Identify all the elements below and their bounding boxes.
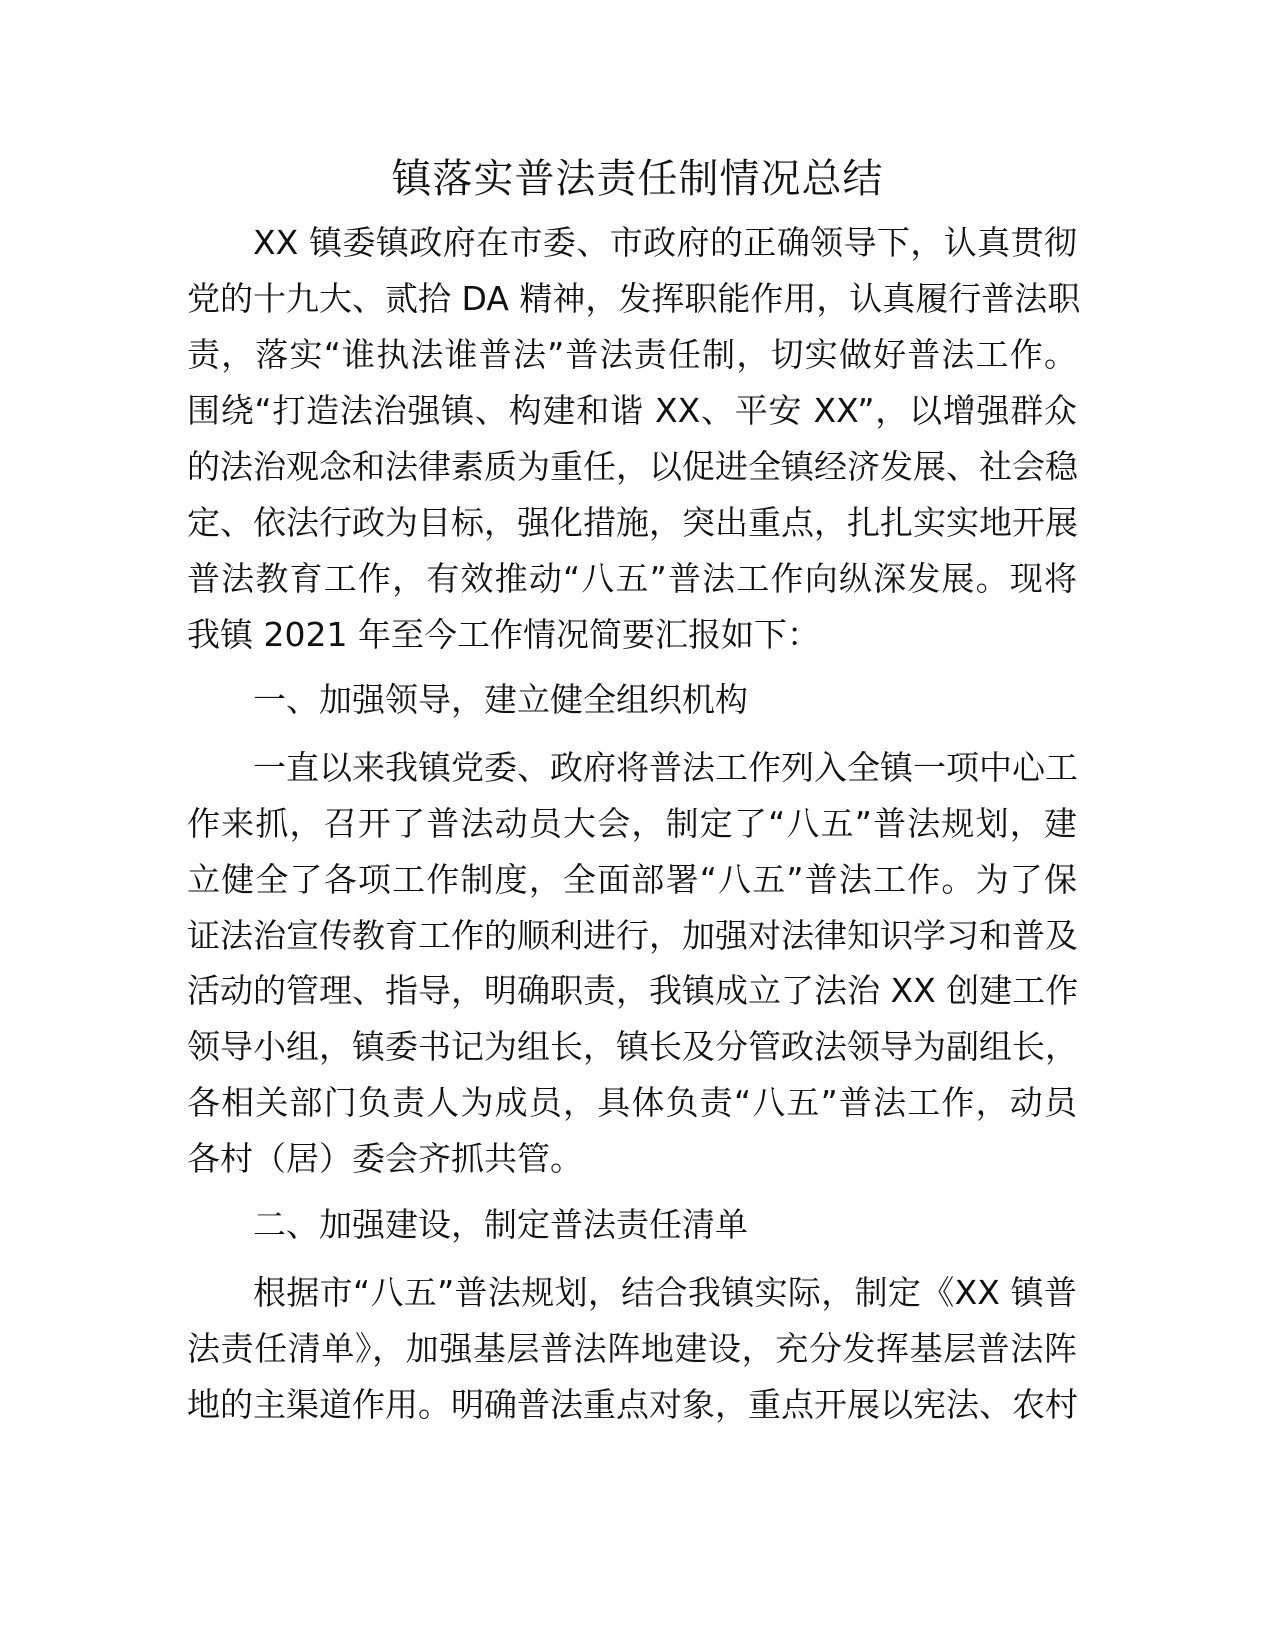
paragraph-line: 党的十九大、贰拾 DA 精神，发挥职能作用，认真履行普法职 [187, 279, 1081, 318]
paragraph-line: 围绕“打造法治强镇、构建和谐 XX、平安 XX”，以增强群众 [187, 391, 1077, 430]
paragraph-line: 证法治宣传教育工作的顺利进行，加强对法律知识学习和普及 [187, 916, 1078, 955]
paragraph-line: 立健全了各项工作制度，全面部署“八五”普法工作。为了保 [187, 860, 1077, 899]
document-title: 镇落实普法责任制情况总结 [391, 156, 884, 202]
paragraph-line: 地的主渠道作用。明确普法重点对象，重点开展以宪法、农村 [187, 1385, 1078, 1424]
section-heading: 二、加强建设，制定普法责任清单 [253, 1205, 748, 1244]
paragraph-line: 责，落实“谁执法谁普法”普法责任制，切实做好普法工作。 [187, 335, 1077, 374]
paragraph-line: 各村（居）委会齐抓共管。 [187, 1139, 583, 1178]
paragraph-line: 的法治观念和法律素质为重任，以促进全镇经济发展、社会稳 [187, 447, 1078, 486]
paragraph-line: 一直以来我镇党委、政府将普法工作列入全镇一项中心工 [253, 748, 1078, 787]
section-heading: 一、加强领导，建立健全组织机构 [253, 680, 748, 719]
paragraph-line: 定、依法行政为目标，强化措施，突出重点，扎扎实实地开展 [187, 503, 1078, 542]
paragraph-line: 法责任清单》，加强基层普法阵地建设，充分发挥基层普法阵 [187, 1329, 1077, 1368]
paragraph-line: 我镇 2021 年至今工作情况简要汇报如下： [187, 615, 820, 654]
paragraph-line: 作来抓，召开了普法动员大会，制定了“八五”普法规划，建 [187, 804, 1077, 843]
paragraph-line: 根据市“八五”普法规划，结合我镇实际，制定《XX 镇普 [253, 1273, 1077, 1312]
paragraph-line: 普法教育工作，有效推动“八五”普法工作向纵深发展。现将 [187, 559, 1077, 598]
paragraph-line: 领导小组，镇委书记为组长，镇长及分管政法领导为副组长， [187, 1027, 1078, 1066]
paragraph-line: 各相关部门负责人为成员，具体负责“八五”普法工作，动员 [187, 1083, 1077, 1122]
paragraph-line: XX 镇委镇政府在市委、市政府的正确领导下，认真贯彻 [253, 223, 1077, 262]
paragraph-line: 活动的管理、指导，明确职责，我镇成立了法治 XX 创建工作 [187, 971, 1079, 1010]
